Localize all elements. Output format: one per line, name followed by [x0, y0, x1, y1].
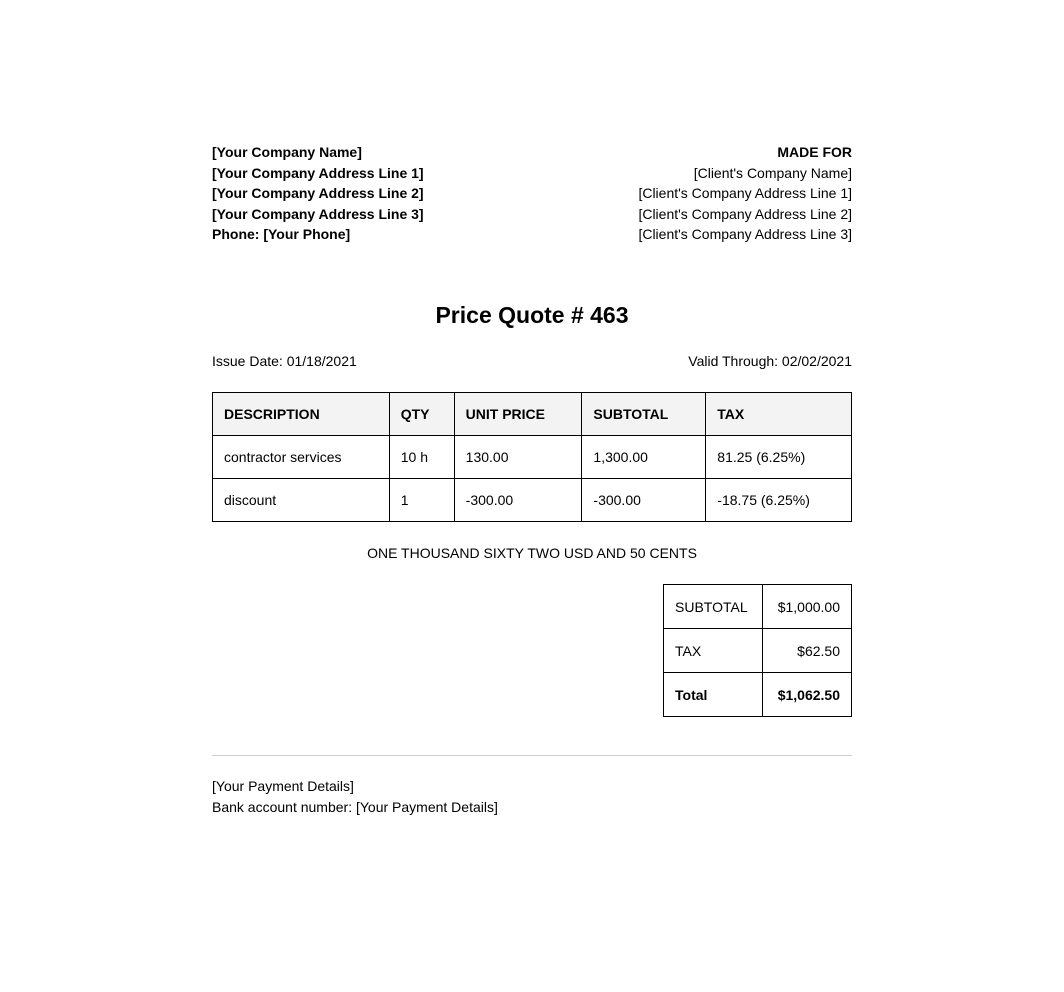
footer-divider [212, 755, 852, 756]
sender-block [212, 142, 532, 245]
valid-through-date: Valid Through: 02/02/2021 [688, 353, 852, 369]
payment-details: [Your Payment Details] [212, 778, 354, 794]
sender-address-line-3: [Your Company Address Line 3] [212, 205, 424, 222]
amount-in-words: ONE THOUSAND SIXTY TWO USD AND 50 CENTS [367, 545, 697, 561]
bank-account-number: Bank account number: [Your Payment Details] [212, 798, 498, 815]
line-items-table [212, 392, 852, 522]
table-header-row [213, 393, 852, 436]
client-address-line-1: [Client's Company Address Line 1] [638, 185, 852, 202]
cell-qty: 1 [389, 479, 454, 522]
header-qty: QTY [389, 393, 454, 436]
cell-tax: 81.25 (6.25%) [706, 436, 852, 479]
sender-phone: Phone: [Your Phone] [212, 226, 351, 243]
total-row [664, 673, 852, 717]
subtotal-label: SUBTOTAL [664, 585, 763, 629]
issue-date: Issue Date: 01/18/2021 [212, 353, 357, 369]
cell-description: discount [213, 479, 390, 522]
recipient-block [532, 142, 852, 245]
client-address-line-3: [Client's Company Address Line 3] [638, 226, 852, 243]
header-unit-price: UNIT PRICE [454, 393, 582, 436]
subtotal-value: $1,000.00 [763, 585, 852, 629]
subtotal-row [664, 585, 852, 629]
cell-subtotal: -300.00 [582, 479, 706, 522]
cell-unit-price: -300.00 [454, 479, 582, 522]
tax-value: $62.50 [763, 629, 852, 673]
table-row [213, 436, 852, 479]
header-description: DESCRIPTION [213, 393, 390, 436]
client-address-line-2: [Client's Company Address Line 2] [638, 205, 852, 222]
header-subtotal: SUBTOTAL [582, 393, 706, 436]
totals-table [663, 584, 852, 717]
quote-title: Price Quote # 463 [435, 302, 629, 328]
header-tax: TAX [706, 393, 852, 436]
made-for-heading: MADE FOR [777, 144, 852, 160]
sender-company-name: [Your Company Name] [212, 144, 362, 160]
cell-tax: -18.75 (6.25%) [706, 479, 852, 522]
table-row [213, 479, 852, 522]
tax-label: TAX [664, 629, 763, 673]
cell-description: contractor services [213, 436, 390, 479]
cell-unit-price: 130.00 [454, 436, 582, 479]
payment-block [212, 776, 498, 817]
total-value: $1,062.50 [763, 673, 852, 717]
total-label: Total [664, 673, 763, 717]
cell-subtotal: 1,300.00 [582, 436, 706, 479]
sender-address-line-1: [Your Company Address Line 1] [212, 164, 424, 181]
sender-address-line-2: [Your Company Address Line 2] [212, 185, 424, 202]
tax-row [664, 629, 852, 673]
client-company-name: [Client's Company Name] [693, 164, 852, 181]
cell-qty: 10 h [389, 436, 454, 479]
